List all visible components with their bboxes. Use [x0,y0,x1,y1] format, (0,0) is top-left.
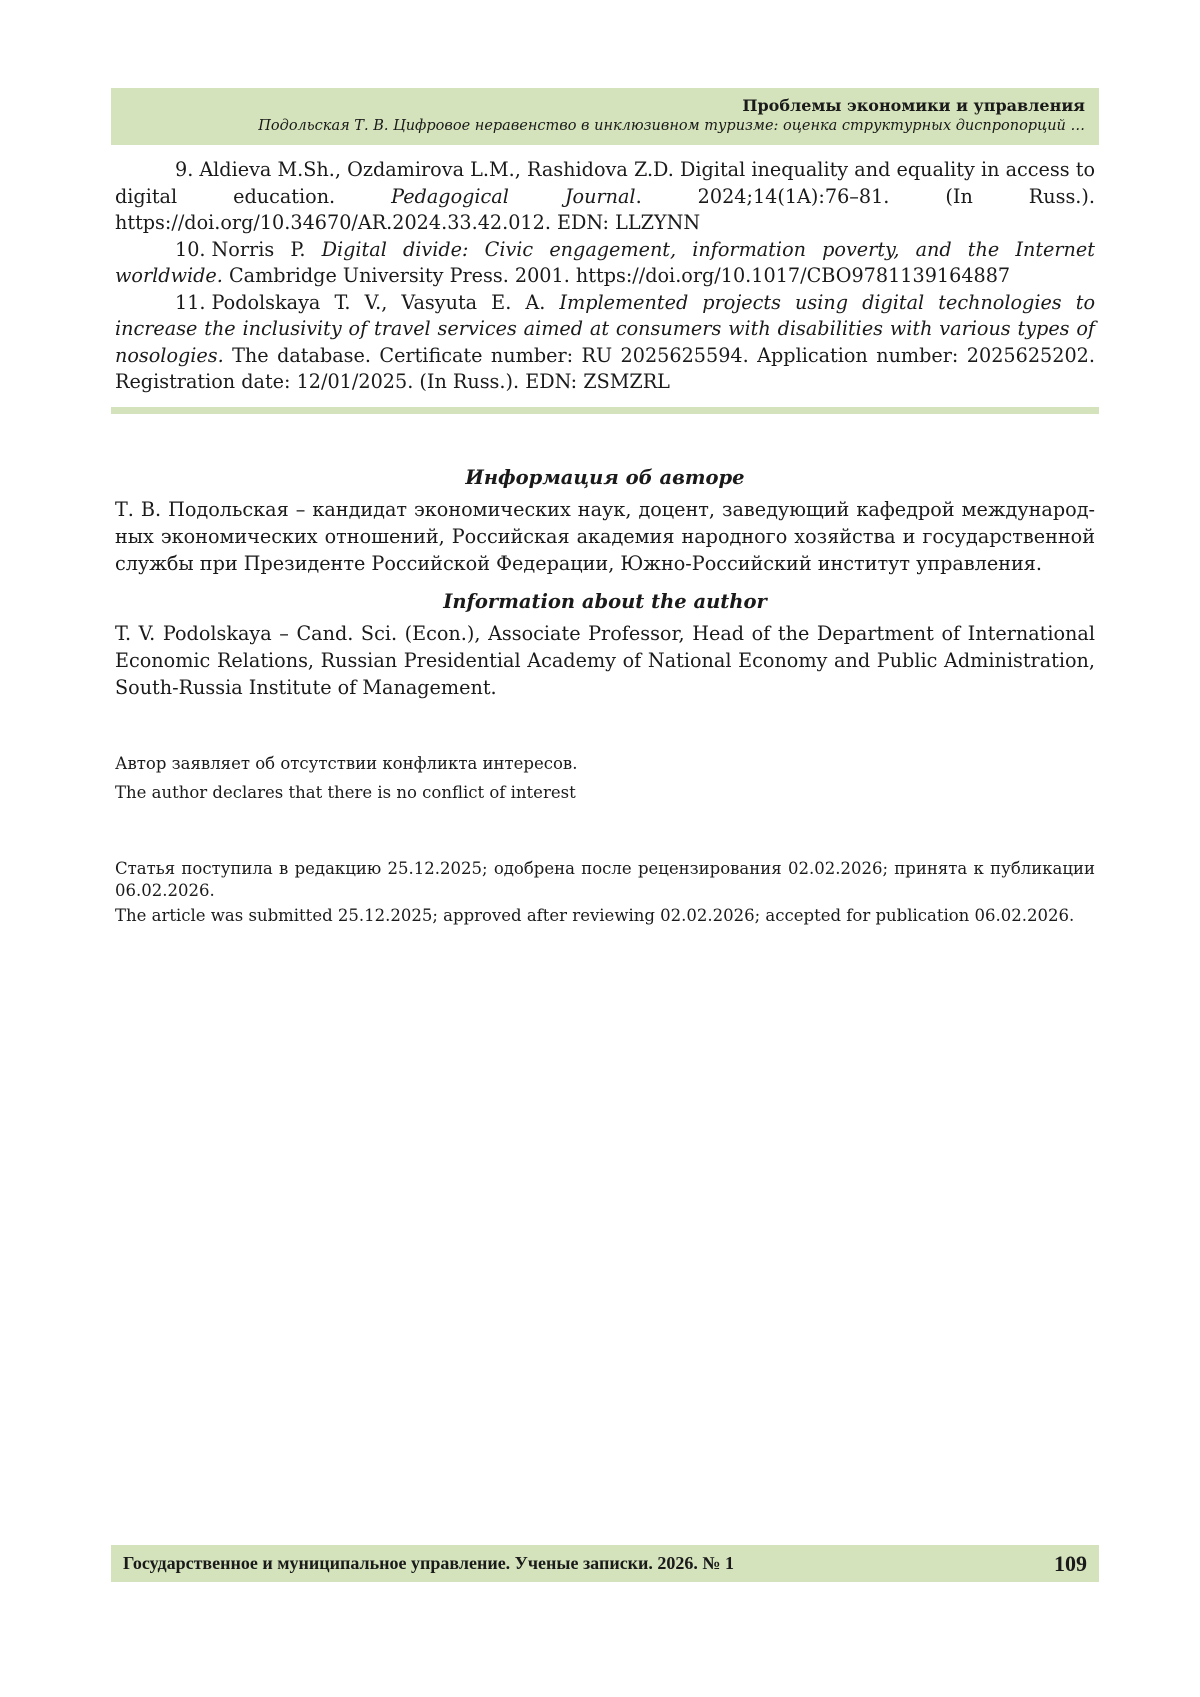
reference-italic: Implemented projects using digital technologies to increase the inclusivity of travel services aimed at consumers with disabilities with various types of nosologies. [115,290,1096,367]
running-title: Подольская Т. В. Цифровое неравенство в инклюзивном туризме: оценка структурных диспропорций … [258,118,1085,134]
reference-list [115,157,1095,396]
author-info-title-en: Information about the author [443,590,767,613]
author-info-text-en: T. V. Podolskaya – Cand. Sci. (Econ.), Associate Professor, Head of the Department of International Economic Relations, Russian Presidential Academy of National Economy and Public Administration, South-Russia Institute of Management. [115,622,1095,699]
reference-italic: Pedagogical Journal [391,184,636,208]
conflict-statement-en: The author declares that there is no conflict of interest [115,783,576,802]
page-footer [111,1545,1099,1582]
reference-text: Cambridge University Press. 2001. https://doi.org/10.1017/CBO9781139164887 [222,264,1011,287]
reference-number: 11. [175,290,206,314]
running-header [111,88,1099,145]
journal-section-title: Проблемы экономики и управления [742,96,1085,115]
reference-text: . 2024;14(1A):76–81. (In Russ.). https://doi.org/10.34670/AR.2024.33.42.012. EDN: LLZYNN [115,184,1095,234]
page-number: 109 [1054,1550,1087,1576]
author-info-title-ru: Информация об авторе [465,466,745,489]
article-dates-ru: Статья поступила в редакцию 25.12.2025; одобрена после рецензирования 02.02.2026; принята к публикации 06.02.2026. [115,859,1095,900]
reference-item [115,290,1095,396]
footer-journal-name: Государственное и муниципальное управление. Ученые записки. 2026. № 1 [123,1553,735,1573]
reference-italic: Digital divide: Civic engagement, information poverty, and the Internet worldwide. [115,237,1095,287]
section-divider [111,407,1099,414]
reference-text: Aldieva M.Sh., Ozdamirova L.M., Rashidova Z.D. Digital inequality and equality in access to digital education. [115,158,1095,208]
conflict-statement-ru: Автор заявляет об отсутствии конфликта интересов. [115,754,578,773]
reference-number: 9. [175,158,194,181]
reference-text: The database. Certificate number: RU 2025625594. Application number: 2025625202. Registration date: 12/01/2025. (In Russ.). EDN: ZSMZRL [115,343,1095,393]
reference-item [115,237,1095,290]
reference-item [115,157,1095,237]
reference-text: Podolskaya T. V., Vasyuta E. A. [211,290,560,314]
reference-number: 10. [175,237,206,261]
reference-text: Norris P. [211,237,322,261]
article-dates-en: The article was submitted 25.12.2025; approved after reviewing 02.02.2026; accepted for publication 06.02.2026. [115,906,1075,925]
author-info-text-ru: Т. В. Подольская – кандидат экономических наук, доцент, заведующий кафедрой международных экономических отношений, Российская академия народного хозяйства и государственной службы при Президенте Российской Федерации, Южно-Российский институт управления. [115,498,1095,575]
